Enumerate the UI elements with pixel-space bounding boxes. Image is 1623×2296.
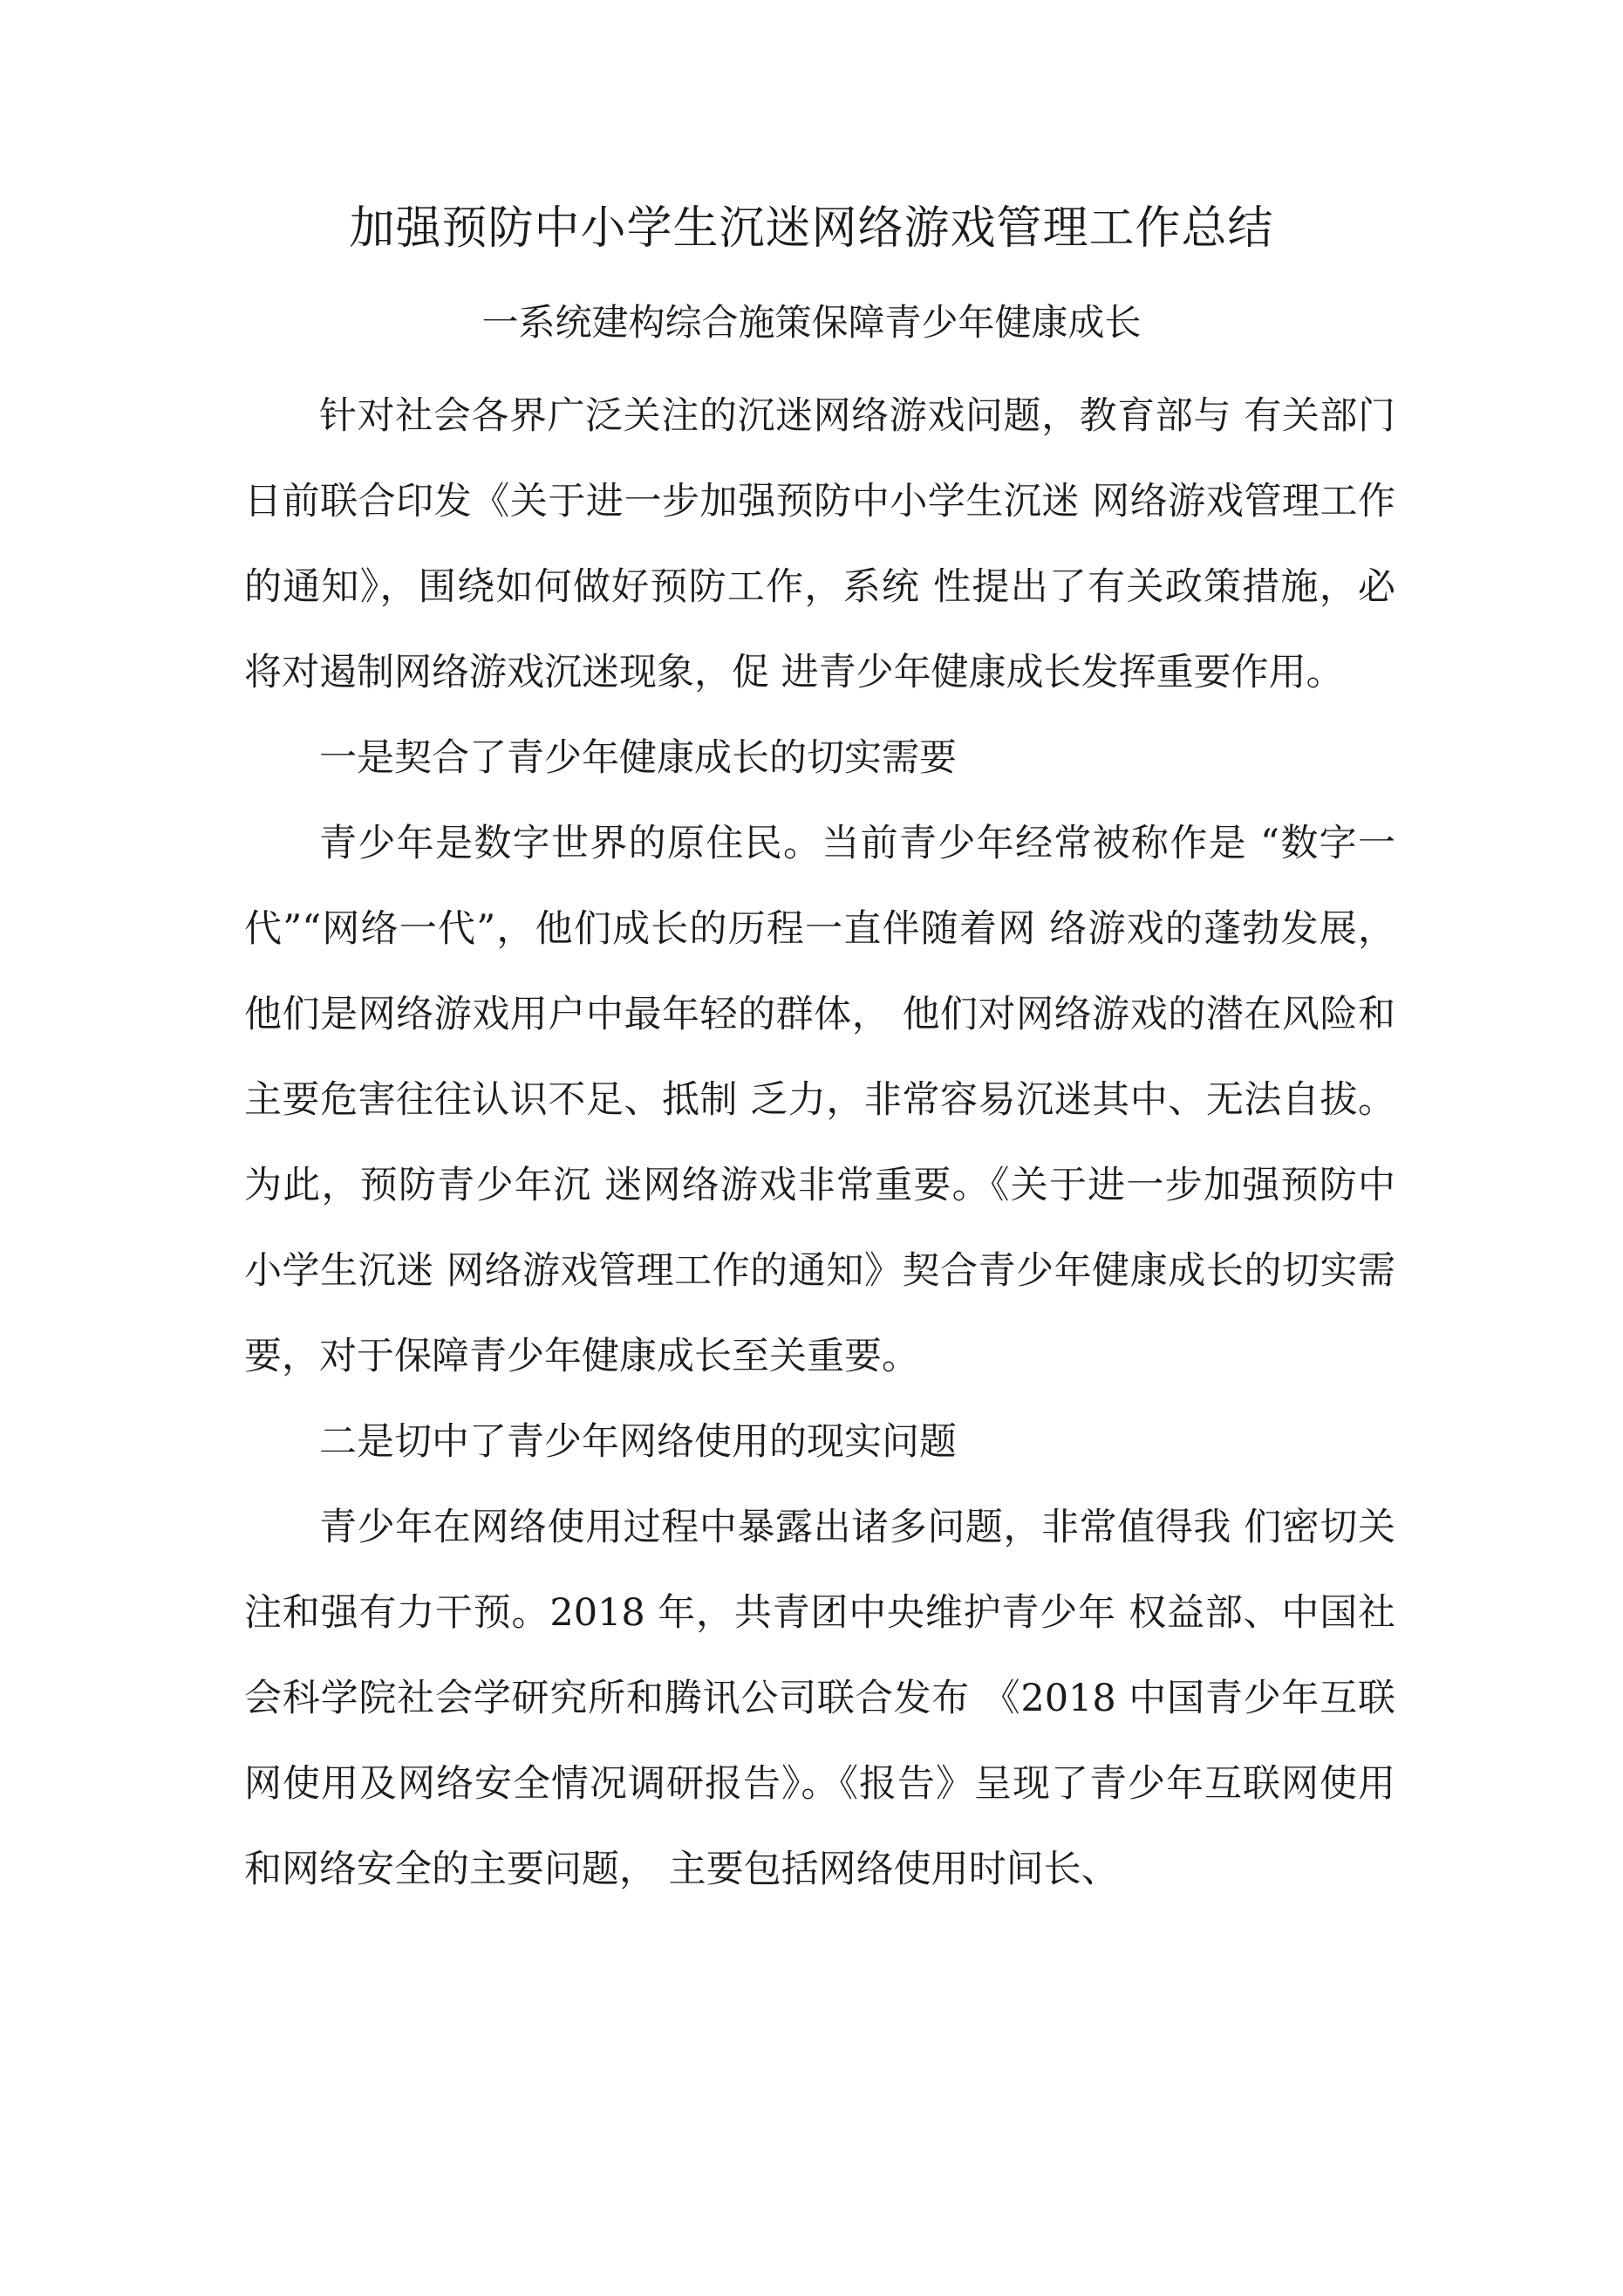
paragraph-section-2: 青少年在网络使用过程中暴露出诸多问题，非常值得我 们密切关注和强有力干预。2018 年，共青团中央维护青少年 权益部、中国社会科学院社会学研究所和腾讯公司联合发布 《2018 中国青少年互联网使用及网络安全情况调研报告》。《报告》呈现了青少年互联网使用和网络安全的主要问题， 主要包括网络使用时间长、 [244,1506,1395,1891]
section-heading-1: 一是契合了青少年健康成长的切实需要 [319,736,957,780]
document-subtitle: 一系统建构综合施策保障青少年健康成长 [481,301,1142,344]
document-body [244,373,1395,1912]
document-title: 加强预防中小学生沉迷网络游戏管理工作总结 [349,202,1274,255]
paragraph-intro: 针对社会各界广泛关注的沉迷网络游戏问题，教育部与 有关部门日前联合印发《关于进一步加强预防中小学生沉迷 网络游戏管理工作的通知》，围绕如何做好预防工作，系统 性提出了有关政策措施，必将对遏制网络游戏沉迷现象，促 进青少年健康成长发挥重要作用。 [244,394,1395,694]
paragraph-section-1: 青少年是数字世界的原住民。当前青少年经常被称作是 “数字一代”“网络一代”，他们成长的历程一直伴随着网 络游戏的蓬勃发展，他们是网络游戏用户中最年轻的群体， 他们对网络游戏的潜在风险和主要危害往往认识不足、抵制 乏力，非常容易沉迷其中、无法自拔。为此，预防青少年沉 迷网络游戏非常重要。《关于进一步加强预防中小学生沉迷 网络游戏管理工作的通知》契合青少年健康成长的切实需 要，对于保障青少年健康成长至关重要。 [244,822,1395,1378]
section-heading-2: 二是切中了青少年网络使用的现实问题 [319,1420,957,1464]
